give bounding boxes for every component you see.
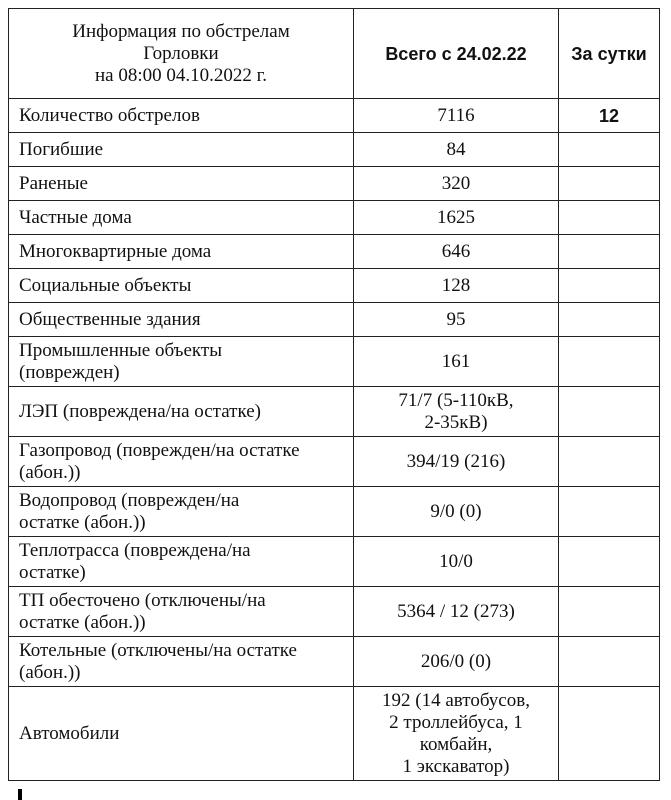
row-day-cell <box>559 437 660 487</box>
table-row <box>9 337 660 387</box>
row-day-cell <box>559 167 660 201</box>
row-label-line: Автомобили <box>19 722 120 744</box>
row-total-cell <box>354 303 559 337</box>
row-label-line: Количество обстрелов <box>19 104 200 126</box>
row-label-cell <box>9 437 354 487</box>
row-label-cell <box>9 133 354 167</box>
row-label-cell <box>9 687 354 781</box>
row-total-cell <box>354 587 559 637</box>
row-label-cell <box>9 235 354 269</box>
row-label-cell <box>9 303 354 337</box>
row-day-cell: 12 <box>559 99 660 133</box>
row-day-cell <box>559 487 660 537</box>
row-label-line: Котельные (отключены/на остатке <box>19 639 297 661</box>
row-day-cell <box>559 387 660 437</box>
row-total-line: 1625 <box>437 206 475 228</box>
row-day-cell <box>559 337 660 387</box>
table-row <box>9 133 660 167</box>
table-row <box>9 235 660 269</box>
row-label-line: ЛЭП (повреждена/на остатке) <box>19 400 261 422</box>
row-label-line: Социальные объекты <box>19 274 192 296</box>
table-row <box>9 587 660 637</box>
row-label-cell <box>9 269 354 303</box>
row-total-cell <box>354 269 559 303</box>
row-label-line: ТП обесточено (отключены/на <box>19 589 266 611</box>
day-column-header: За сутки <box>559 9 660 99</box>
row-total-line: 9/0 (0) <box>430 500 482 522</box>
table-row <box>9 167 660 201</box>
row-label-cell <box>9 167 354 201</box>
row-total-cell <box>354 437 559 487</box>
row-total-cell <box>354 487 559 537</box>
table-row <box>9 303 660 337</box>
row-label-line: Частные дома <box>19 206 132 228</box>
row-total-cell <box>354 687 559 781</box>
row-total-line: 2-35кВ) <box>424 411 488 433</box>
table-title-line: Информация по обстрелам <box>72 20 290 42</box>
table-row <box>9 637 660 687</box>
table-row <box>9 487 660 537</box>
row-total-line: 84 <box>446 138 466 160</box>
row-label-cell <box>9 99 354 133</box>
row-total-line: 206/0 (0) <box>420 650 492 672</box>
table-header-row <box>9 9 660 99</box>
row-total-line: 646 <box>441 240 471 262</box>
row-total-line: 394/19 (216) <box>406 450 506 472</box>
row-label-line: остатке (абон.)) <box>19 611 146 633</box>
table-row <box>9 687 660 781</box>
row-label-line: Газопровод (поврежден/на остатке <box>19 439 300 461</box>
row-label-line: остатке (абон.)) <box>19 511 146 533</box>
table-body <box>9 99 660 781</box>
table-row <box>9 537 660 587</box>
table-row <box>9 437 660 487</box>
row-day-cell <box>559 637 660 687</box>
row-label-cell <box>9 537 354 587</box>
row-day-cell <box>559 235 660 269</box>
table-row <box>9 201 660 235</box>
text-cursor <box>18 789 22 800</box>
table-row <box>9 387 660 437</box>
row-total-line: 7116 <box>437 104 475 126</box>
shelling-info-table <box>8 8 660 781</box>
table-title-line: Горловки <box>143 42 219 64</box>
row-label-line: Теплотрасса (повреждена/на <box>19 539 251 561</box>
row-total-cell <box>354 167 559 201</box>
row-total-cell <box>354 99 559 133</box>
row-total-line: 5364 / 12 (273) <box>397 600 515 622</box>
row-label-line: Раненые <box>19 172 88 194</box>
row-label-line: Многоквартирные дома <box>19 240 212 262</box>
row-total-cell <box>354 337 559 387</box>
row-total-cell <box>354 235 559 269</box>
row-total-line: комбайн, <box>419 733 493 755</box>
row-label-line: (абон.)) <box>19 461 81 483</box>
row-day-cell <box>559 687 660 781</box>
row-total-line: 128 <box>441 274 471 296</box>
row-label-cell <box>9 587 354 637</box>
row-day-cell <box>559 587 660 637</box>
row-total-cell <box>354 201 559 235</box>
row-day-cell <box>559 133 660 167</box>
row-label-cell <box>9 201 354 235</box>
table-row <box>9 99 660 133</box>
row-total-cell <box>354 387 559 437</box>
row-label-line: (абон.)) <box>19 661 81 683</box>
row-label-line: Погибшие <box>19 138 104 160</box>
table-title-line: на 08:00 04.10.2022 г. <box>94 64 268 86</box>
row-total-line: 1 экскаватор) <box>402 755 510 777</box>
row-label-cell <box>9 337 354 387</box>
row-day-cell <box>559 537 660 587</box>
row-day-cell <box>559 269 660 303</box>
row-label-line: Водопровод (поврежден/на <box>19 489 240 511</box>
row-label-cell <box>9 487 354 537</box>
table-row <box>9 269 660 303</box>
row-total-cell <box>354 537 559 587</box>
row-label-cell <box>9 387 354 437</box>
row-day-cell <box>559 201 660 235</box>
row-day-cell <box>559 303 660 337</box>
row-label-line: остатке) <box>19 561 86 583</box>
row-label-line: Общественные здания <box>19 308 201 330</box>
total-column-header: Всего с 24.02.22 <box>354 9 559 99</box>
row-total-line: 161 <box>441 350 471 372</box>
row-total-line: 320 <box>441 172 471 194</box>
row-total-line: 95 <box>446 308 466 330</box>
row-total-line: 10/0 <box>439 550 473 572</box>
row-total-line: 2 троллейбуса, 1 <box>389 711 523 733</box>
row-total-line: 192 (14 автобусов, <box>382 689 530 711</box>
table-title-cell <box>9 9 354 99</box>
row-label-cell <box>9 637 354 687</box>
row-total-line: 71/7 (5-110кВ, <box>398 389 514 411</box>
row-total-cell <box>354 133 559 167</box>
row-label-line: Промышленные объекты <box>19 339 222 361</box>
row-label-line: (поврежден) <box>19 361 120 383</box>
row-total-cell <box>354 637 559 687</box>
